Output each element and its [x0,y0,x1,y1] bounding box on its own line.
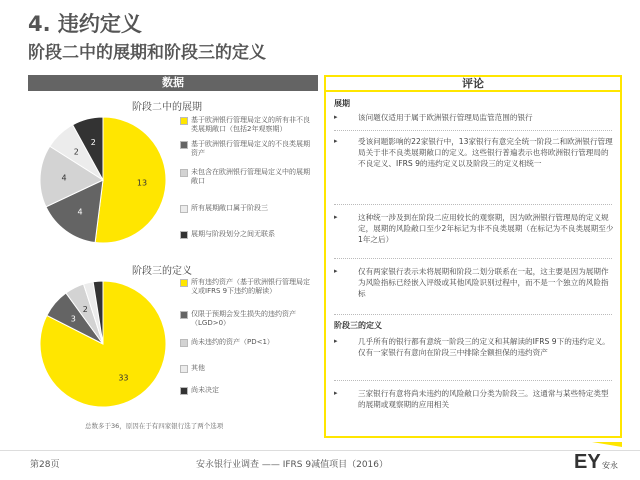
chart2-title: 阶段三的定义 [132,266,192,277]
pie2-label-1: 3 [70,314,76,324]
comment-divider [334,258,612,259]
legend2-label-0: 所有违约资产（基于欧洲银行管理局定义或IFRS 9下违约的解读） [191,278,310,295]
pie-chart-stage3 [28,274,178,424]
legend1-swatch-1 [180,141,188,149]
bullet-icon: ▸ [334,389,338,397]
comment-stage3-text-1: 三家银行有意将尚未违约的风险敞口分类为阶段三。这通常与某些特定类型的展期或观察期的应用相关 [358,389,609,409]
comment-panel [324,92,622,438]
comment-extension-item-2 [334,212,614,245]
comment-header: 评论 [324,75,622,92]
legend1-item-3 [180,204,310,213]
page-subtitle: 阶段二中的展期和阶段三的定义 [28,43,266,63]
legend2-label-3: 其他 [191,364,205,372]
page-title: 4. 违约定义 [28,12,142,36]
comment-stage3-item-0 [334,336,614,358]
legend2-swatch-0 [180,279,188,287]
legend2-item-1 [180,310,310,328]
comment-divider [334,380,612,381]
legend1-label-3: 所有展期敞口属于阶段三 [191,204,268,212]
legend1-swatch-0 [180,117,188,125]
comment-extension-text-0: 该问题仅适用于属于欧洲银行管理局监管范围的银行 [358,113,533,122]
legend1-label-0: 基于欧洲银行管理局定义的所有非不良类展期敞口（包括2年观察期） [191,116,310,133]
footer-divider [0,450,640,451]
legend2-swatch-1 [180,311,188,319]
legend1-item-4 [180,230,310,239]
legend2-item-3 [180,364,310,373]
legend1-swatch-2 [180,169,188,177]
legend1-label-4: 展期与阶段划分之间无联系 [191,230,275,238]
section-title-extension: 展期 [334,99,350,108]
comment-extension-text-1: 受该问题影响的22家银行中，13家银行有意完全统一阶段二和欧洲银行管理局关于非不良类展期敞口的定义。这些银行普遍表示也将欧洲银行管理局的不良定义、IFRS 9的违约定义以及阶段三的定义相统一 [358,137,613,168]
legend1-swatch-4 [180,231,188,239]
comment-divider [334,204,612,205]
ey-logo [572,442,622,472]
legend2-label-2: 尚未违约的资产（PD<1） [191,338,274,346]
bullet-icon: ▸ [334,137,338,145]
footnote: 总数多于36，原因在于有四家银行选了两个选项 [85,422,224,430]
section-title-stage3: 阶段三的定义 [334,321,382,330]
legend2-item-2 [180,338,310,347]
svg-text:EY: EY [574,451,601,472]
legend2-item-4 [180,386,310,395]
pie-chart-stage2 [28,110,178,260]
data-panel [28,92,318,434]
bullet-icon: ▸ [334,213,338,221]
footer-caption: 安永银行业调查 —— IFRS 9减值项目（2016） [196,460,389,470]
legend2-label-4: 尚未决定 [191,386,219,394]
bullet-icon: ▸ [334,337,338,345]
comment-extension-item-3 [334,266,614,299]
comment-divider [334,314,612,315]
bullet-icon: ▸ [334,267,338,275]
legend2-swatch-2 [180,339,188,347]
comment-extension-item-0 [334,112,614,123]
pie2-label-0: 33 [118,373,129,383]
pie1-label-0: 13 [136,178,148,188]
legend2-swatch-4 [180,387,188,395]
pie2-label-2: 2 [82,305,88,315]
pie1-slice-0 [95,117,166,243]
legend2-swatch-3 [180,365,188,373]
bullet-icon: ▸ [334,113,338,121]
legend2-item-0 [180,278,310,296]
legend1-label-1: 基于欧洲银行管理局定义的不良类展期资产 [191,140,310,157]
legend1-label-2: 未包含在欧洲银行管理局定义中的展期敞口 [191,168,310,185]
comment-extension-item-1 [334,136,614,169]
comment-divider [334,130,612,131]
legend1-item-0 [180,116,310,134]
comment-stage3-item-1 [334,388,614,410]
page-number: 第28页 [30,460,60,470]
pie1-label-4: 2 [90,138,96,148]
legend1-swatch-3 [180,205,188,213]
pie1-label-2: 4 [61,173,67,183]
comment-extension-text-3: 仅有两家银行表示未将展期和阶段二划分联系在一起，这主要是因为展期作为风险指标已经嵌入评级或其他风险识别过程中，而不是一个独立的风险指标 [358,267,609,298]
svg-text:安永: 安永 [602,461,618,470]
legend1-item-2 [180,168,310,186]
data-header: 数据 [28,75,318,91]
chart1-title: 阶段二中的展期 [132,102,202,113]
legend2-label-1: 仅限于预期会发生损失的违约资产（LGD>0） [191,310,296,327]
legend1-item-1 [180,140,310,158]
comment-stage3-text-0: 几乎所有的银行都有意统一阶段三的定义和其解读的IFRS 9下的违约定义。仅有一家银行有意向在阶段三中排除全额担保的违约资产 [358,337,610,357]
comment-extension-text-2: 这种统一涉及到在阶段二应用较长的观察期，因为欧洲银行管理局的定义规定，展期的风险敞口至少2年标记为非不良类展期（在标记为不良类展期至少1年之后） [358,213,614,244]
pie1-label-3: 2 [73,147,79,157]
pie1-label-1: 4 [77,207,83,217]
